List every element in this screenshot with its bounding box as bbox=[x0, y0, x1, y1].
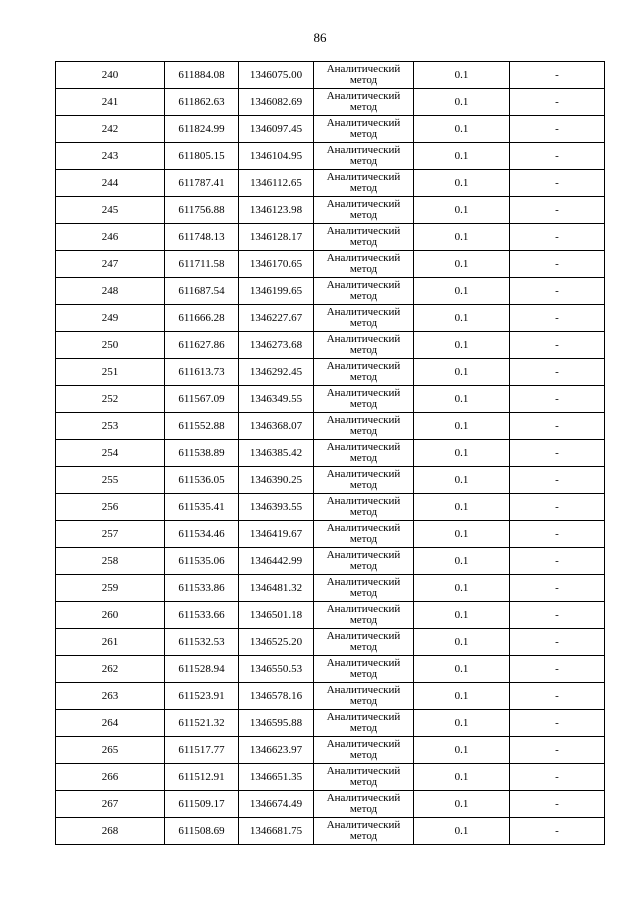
method-cell: Аналитический метод bbox=[314, 764, 414, 791]
table-row bbox=[56, 170, 605, 197]
point-number-cell: 245 bbox=[56, 197, 165, 224]
page-number: 86 bbox=[313, 30, 327, 45]
x-coordinate-cell: 611552.88 bbox=[165, 413, 239, 440]
y-coordinate-cell: 1346419.67 bbox=[239, 521, 314, 548]
x-coordinate-cell: 611535.41 bbox=[165, 494, 239, 521]
x-coordinate-cell: 611535.06 bbox=[165, 548, 239, 575]
accuracy-cell: 0.1 bbox=[414, 656, 510, 683]
y-coordinate-cell: 1346273.68 bbox=[239, 332, 314, 359]
table-row bbox=[56, 710, 605, 737]
note-cell: - bbox=[510, 143, 605, 170]
note-cell: - bbox=[510, 818, 605, 845]
x-coordinate-cell: 611613.73 bbox=[165, 359, 239, 386]
method-cell: Аналитический метод bbox=[314, 710, 414, 737]
point-number-cell: 251 bbox=[56, 359, 165, 386]
note-cell: - bbox=[510, 89, 605, 116]
x-coordinate-cell: 611756.88 bbox=[165, 197, 239, 224]
x-coordinate-cell: 611512.91 bbox=[165, 764, 239, 791]
point-number-cell: 261 bbox=[56, 629, 165, 656]
accuracy-cell: 0.1 bbox=[414, 548, 510, 575]
x-coordinate-cell: 611666.28 bbox=[165, 305, 239, 332]
note-cell: - bbox=[510, 656, 605, 683]
method-cell: Аналитический метод bbox=[314, 170, 414, 197]
x-coordinate-cell: 611536.05 bbox=[165, 467, 239, 494]
table-row bbox=[56, 251, 605, 278]
table-row bbox=[56, 494, 605, 521]
method-cell: Аналитический метод bbox=[314, 656, 414, 683]
note-cell: - bbox=[510, 440, 605, 467]
point-number-cell: 249 bbox=[56, 305, 165, 332]
accuracy-cell: 0.1 bbox=[414, 683, 510, 710]
accuracy-cell: 0.1 bbox=[414, 89, 510, 116]
y-coordinate-cell: 1346525.20 bbox=[239, 629, 314, 656]
accuracy-cell: 0.1 bbox=[414, 359, 510, 386]
note-cell: - bbox=[510, 332, 605, 359]
table-row bbox=[56, 764, 605, 791]
method-cell: Аналитический метод bbox=[314, 818, 414, 845]
x-coordinate-cell: 611532.53 bbox=[165, 629, 239, 656]
y-coordinate-cell: 1346501.18 bbox=[239, 602, 314, 629]
table-row bbox=[56, 89, 605, 116]
note-cell: - bbox=[510, 305, 605, 332]
x-coordinate-cell: 611509.17 bbox=[165, 791, 239, 818]
point-number-cell: 256 bbox=[56, 494, 165, 521]
point-number-cell: 263 bbox=[56, 683, 165, 710]
y-coordinate-cell: 1346097.45 bbox=[239, 116, 314, 143]
accuracy-cell: 0.1 bbox=[414, 494, 510, 521]
y-coordinate-cell: 1346112.65 bbox=[239, 170, 314, 197]
accuracy-cell: 0.1 bbox=[414, 332, 510, 359]
method-cell: Аналитический метод bbox=[314, 89, 414, 116]
point-number-cell: 260 bbox=[56, 602, 165, 629]
note-cell: - bbox=[510, 386, 605, 413]
point-number-cell: 262 bbox=[56, 656, 165, 683]
note-cell: - bbox=[510, 197, 605, 224]
accuracy-cell: 0.1 bbox=[414, 575, 510, 602]
x-coordinate-cell: 611627.86 bbox=[165, 332, 239, 359]
x-coordinate-cell: 611528.94 bbox=[165, 656, 239, 683]
note-cell: - bbox=[510, 683, 605, 710]
y-coordinate-cell: 1346170.65 bbox=[239, 251, 314, 278]
note-cell: - bbox=[510, 710, 605, 737]
accuracy-cell: 0.1 bbox=[414, 386, 510, 413]
accuracy-cell: 0.1 bbox=[414, 440, 510, 467]
method-cell: Аналитический метод bbox=[314, 467, 414, 494]
x-coordinate-cell: 611884.08 bbox=[165, 62, 239, 89]
accuracy-cell: 0.1 bbox=[414, 818, 510, 845]
x-coordinate-cell: 611538.89 bbox=[165, 440, 239, 467]
method-cell: Аналитический метод bbox=[314, 224, 414, 251]
table-row bbox=[56, 467, 605, 494]
method-cell: Аналитический метод bbox=[314, 359, 414, 386]
y-coordinate-cell: 1346385.42 bbox=[239, 440, 314, 467]
note-cell: - bbox=[510, 359, 605, 386]
note-cell: - bbox=[510, 548, 605, 575]
x-coordinate-cell: 611533.86 bbox=[165, 575, 239, 602]
table-row bbox=[56, 386, 605, 413]
table-row bbox=[56, 197, 605, 224]
table-row bbox=[56, 62, 605, 89]
y-coordinate-cell: 1346550.53 bbox=[239, 656, 314, 683]
accuracy-cell: 0.1 bbox=[414, 170, 510, 197]
note-cell: - bbox=[510, 494, 605, 521]
accuracy-cell: 0.1 bbox=[414, 305, 510, 332]
accuracy-cell: 0.1 bbox=[414, 521, 510, 548]
y-coordinate-cell: 1346623.97 bbox=[239, 737, 314, 764]
table-row bbox=[56, 683, 605, 710]
x-coordinate-cell: 611534.46 bbox=[165, 521, 239, 548]
table-row bbox=[56, 575, 605, 602]
point-number-cell: 250 bbox=[56, 332, 165, 359]
accuracy-cell: 0.1 bbox=[414, 467, 510, 494]
method-cell: Аналитический метод bbox=[314, 251, 414, 278]
y-coordinate-cell: 1346390.25 bbox=[239, 467, 314, 494]
method-cell: Аналитический метод bbox=[314, 143, 414, 170]
table-row bbox=[56, 629, 605, 656]
method-cell: Аналитический метод bbox=[314, 629, 414, 656]
accuracy-cell: 0.1 bbox=[414, 764, 510, 791]
point-number-cell: 242 bbox=[56, 116, 165, 143]
method-cell: Аналитический метод bbox=[314, 116, 414, 143]
note-cell: - bbox=[510, 413, 605, 440]
accuracy-cell: 0.1 bbox=[414, 224, 510, 251]
method-cell: Аналитический метод bbox=[314, 440, 414, 467]
table-row bbox=[56, 305, 605, 332]
note-cell: - bbox=[510, 116, 605, 143]
y-coordinate-cell: 1346578.16 bbox=[239, 683, 314, 710]
point-number-cell: 244 bbox=[56, 170, 165, 197]
table-body bbox=[56, 62, 605, 845]
accuracy-cell: 0.1 bbox=[414, 602, 510, 629]
x-coordinate-cell: 611687.54 bbox=[165, 278, 239, 305]
note-cell: - bbox=[510, 521, 605, 548]
y-coordinate-cell: 1346681.75 bbox=[239, 818, 314, 845]
point-number-cell: 253 bbox=[56, 413, 165, 440]
x-coordinate-cell: 611805.15 bbox=[165, 143, 239, 170]
note-cell: - bbox=[510, 278, 605, 305]
y-coordinate-cell: 1346368.07 bbox=[239, 413, 314, 440]
method-cell: Аналитический метод bbox=[314, 575, 414, 602]
x-coordinate-cell: 611711.58 bbox=[165, 251, 239, 278]
y-coordinate-cell: 1346595.88 bbox=[239, 710, 314, 737]
point-number-cell: 255 bbox=[56, 467, 165, 494]
x-coordinate-cell: 611533.66 bbox=[165, 602, 239, 629]
y-coordinate-cell: 1346349.55 bbox=[239, 386, 314, 413]
note-cell: - bbox=[510, 629, 605, 656]
point-number-cell: 258 bbox=[56, 548, 165, 575]
point-number-cell: 266 bbox=[56, 764, 165, 791]
note-cell: - bbox=[510, 737, 605, 764]
table-row bbox=[56, 656, 605, 683]
table-row bbox=[56, 791, 605, 818]
coordinates-table bbox=[55, 61, 605, 845]
point-number-cell: 257 bbox=[56, 521, 165, 548]
table-row bbox=[56, 332, 605, 359]
note-cell: - bbox=[510, 602, 605, 629]
note-cell: - bbox=[510, 170, 605, 197]
point-number-cell: 267 bbox=[56, 791, 165, 818]
y-coordinate-cell: 1346393.55 bbox=[239, 494, 314, 521]
note-cell: - bbox=[510, 764, 605, 791]
method-cell: Аналитический метод bbox=[314, 62, 414, 89]
point-number-cell: 252 bbox=[56, 386, 165, 413]
point-number-cell: 241 bbox=[56, 89, 165, 116]
x-coordinate-cell: 611521.32 bbox=[165, 710, 239, 737]
method-cell: Аналитический метод bbox=[314, 737, 414, 764]
method-cell: Аналитический метод bbox=[314, 521, 414, 548]
method-cell: Аналитический метод bbox=[314, 413, 414, 440]
table-row bbox=[56, 413, 605, 440]
y-coordinate-cell: 1346075.00 bbox=[239, 62, 314, 89]
accuracy-cell: 0.1 bbox=[414, 278, 510, 305]
note-cell: - bbox=[510, 791, 605, 818]
method-cell: Аналитический метод bbox=[314, 602, 414, 629]
y-coordinate-cell: 1346104.95 bbox=[239, 143, 314, 170]
table-row bbox=[56, 602, 605, 629]
y-coordinate-cell: 1346481.32 bbox=[239, 575, 314, 602]
method-cell: Аналитический метод bbox=[314, 332, 414, 359]
point-number-cell: 264 bbox=[56, 710, 165, 737]
accuracy-cell: 0.1 bbox=[414, 737, 510, 764]
note-cell: - bbox=[510, 467, 605, 494]
x-coordinate-cell: 611517.77 bbox=[165, 737, 239, 764]
y-coordinate-cell: 1346123.98 bbox=[239, 197, 314, 224]
point-number-cell: 265 bbox=[56, 737, 165, 764]
accuracy-cell: 0.1 bbox=[414, 791, 510, 818]
x-coordinate-cell: 611824.99 bbox=[165, 116, 239, 143]
method-cell: Аналитический метод bbox=[314, 494, 414, 521]
method-cell: Аналитический метод bbox=[314, 278, 414, 305]
table-row bbox=[56, 143, 605, 170]
note-cell: - bbox=[510, 62, 605, 89]
table-row bbox=[56, 548, 605, 575]
accuracy-cell: 0.1 bbox=[414, 629, 510, 656]
accuracy-cell: 0.1 bbox=[414, 116, 510, 143]
method-cell: Аналитический метод bbox=[314, 791, 414, 818]
note-cell: - bbox=[510, 224, 605, 251]
accuracy-cell: 0.1 bbox=[414, 251, 510, 278]
table-row bbox=[56, 278, 605, 305]
method-cell: Аналитический метод bbox=[314, 386, 414, 413]
accuracy-cell: 0.1 bbox=[414, 62, 510, 89]
method-cell: Аналитический метод bbox=[314, 305, 414, 332]
table-row bbox=[56, 359, 605, 386]
point-number-cell: 248 bbox=[56, 278, 165, 305]
point-number-cell: 243 bbox=[56, 143, 165, 170]
x-coordinate-cell: 611862.63 bbox=[165, 89, 239, 116]
x-coordinate-cell: 611567.09 bbox=[165, 386, 239, 413]
point-number-cell: 240 bbox=[56, 62, 165, 89]
y-coordinate-cell: 1346082.69 bbox=[239, 89, 314, 116]
x-coordinate-cell: 611508.69 bbox=[165, 818, 239, 845]
accuracy-cell: 0.1 bbox=[414, 197, 510, 224]
method-cell: Аналитический метод bbox=[314, 548, 414, 575]
method-cell: Аналитический метод bbox=[314, 197, 414, 224]
point-number-cell: 247 bbox=[56, 251, 165, 278]
method-cell: Аналитический метод bbox=[314, 683, 414, 710]
table-row bbox=[56, 737, 605, 764]
point-number-cell: 259 bbox=[56, 575, 165, 602]
y-coordinate-cell: 1346199.65 bbox=[239, 278, 314, 305]
y-coordinate-cell: 1346227.67 bbox=[239, 305, 314, 332]
note-cell: - bbox=[510, 575, 605, 602]
accuracy-cell: 0.1 bbox=[414, 143, 510, 170]
y-coordinate-cell: 1346674.49 bbox=[239, 791, 314, 818]
x-coordinate-cell: 611748.13 bbox=[165, 224, 239, 251]
x-coordinate-cell: 611523.91 bbox=[165, 683, 239, 710]
accuracy-cell: 0.1 bbox=[414, 710, 510, 737]
table-row bbox=[56, 521, 605, 548]
y-coordinate-cell: 1346292.45 bbox=[239, 359, 314, 386]
point-number-cell: 246 bbox=[56, 224, 165, 251]
table-row bbox=[56, 224, 605, 251]
x-coordinate-cell: 611787.41 bbox=[165, 170, 239, 197]
y-coordinate-cell: 1346128.17 bbox=[239, 224, 314, 251]
accuracy-cell: 0.1 bbox=[414, 413, 510, 440]
note-cell: - bbox=[510, 251, 605, 278]
y-coordinate-cell: 1346651.35 bbox=[239, 764, 314, 791]
table-row bbox=[56, 818, 605, 845]
y-coordinate-cell: 1346442.99 bbox=[239, 548, 314, 575]
point-number-cell: 254 bbox=[56, 440, 165, 467]
point-number-cell: 268 bbox=[56, 818, 165, 845]
table-row bbox=[56, 116, 605, 143]
table-row bbox=[56, 440, 605, 467]
